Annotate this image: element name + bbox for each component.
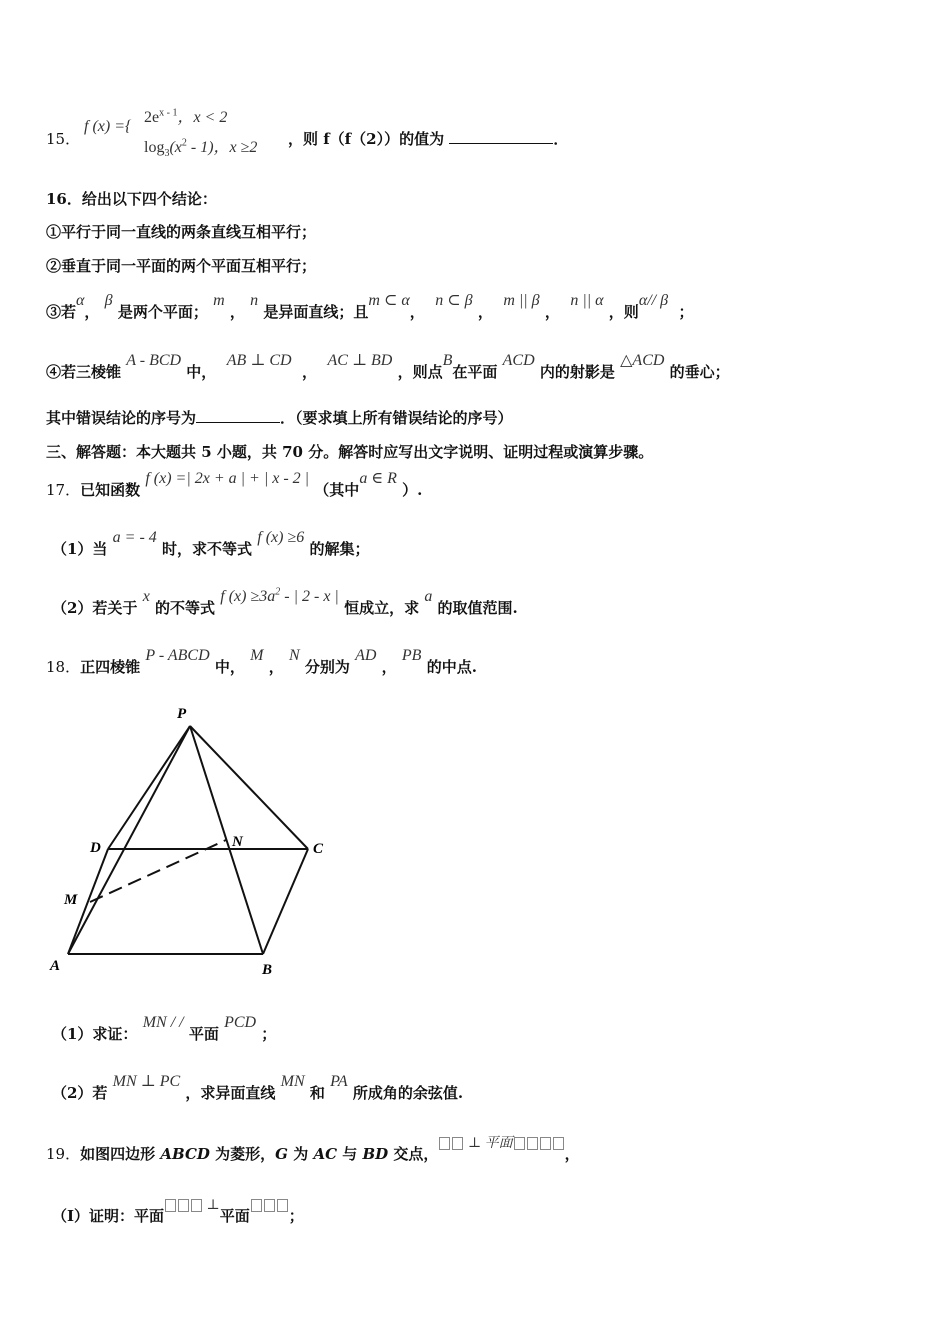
label-A: A (50, 958, 61, 974)
pyramid-figure (40, 698, 340, 988)
q17-stem: 17．已知函数 f (x) =| 2x + a | + | x - 2 | （其中a ∈ R ）. (46, 470, 423, 499)
q15-number: 15． (46, 130, 81, 148)
q19-stem: 19．如图四边形 ABCD 为菱形，G 为 AC 与 BD 交点， ⊥ 平面， (46, 1136, 580, 1163)
q17-part-2: （2）若关于 x 的不等式 f $(x) \ge 3a^2$ - | 2 - x | 恒成立，求 a 的取值范围. (52, 586, 518, 617)
label-M: M (64, 892, 78, 908)
q15-case2: $\log_3(x^2 - 1)$，x ≥2 (144, 137, 258, 160)
q15-question: ，则 f（f（2））的值为 ． (288, 130, 569, 148)
q15-fx: f (x) ={ (84, 118, 132, 135)
q17-part-1: （1）当 a = - 4 时，求不等式 f (x) ≥6 的解集； (52, 529, 370, 558)
q16-conclusion-3: ③若α， β 是两个平面； m ， n 是异面直线；且m ⊂ α， n ⊂ β ， m || β ， n || α ，则α// β ； (46, 292, 694, 321)
q16-question: 其中错误结论的序号为 ．（要求填上所有错误结论的序号） (46, 409, 513, 427)
label-C: C (313, 841, 324, 857)
q16-conclusion-1: ①平行于同一直线的两条直线互相平行； (46, 223, 317, 241)
edge-PC (190, 726, 308, 849)
q19-part-1: （I）证明：平面 ⊥平面 ； (52, 1198, 304, 1225)
q18-stem: 18．正四棱锥 P - ABCD 中， M ， N 分别为 AD ， PB 的中点. (46, 647, 477, 676)
q15-answer-blank[interactable] (449, 129, 553, 144)
q15-case1: $2e^{x - 1}$，x < 2 (144, 107, 228, 126)
q16-conclusion-2: ②垂直于同一平面的两个平面互相平行； (46, 257, 317, 275)
edge-PD (108, 726, 190, 849)
label-P: P (177, 706, 187, 722)
edge-BC (263, 849, 308, 954)
q18-part-1: （1）求证： MN / / 平面 PCD ； (52, 1014, 277, 1043)
edge-PA (68, 726, 190, 954)
q16-title: 16．给出以下四个结论： (46, 190, 217, 208)
q18-part-2: （2）若 MN ⊥ PC ，求异面直线 MN 和 PA 所成角的余弦值. (52, 1073, 464, 1102)
label-D: D (90, 840, 101, 856)
q16-conclusion-4: ④若三棱锥 A - BCD 中， AB ⊥ CD ， AC ⊥ BD ，则点B在平面 ACD 内的射影是 △ACD 的垂心； (46, 352, 730, 381)
label-B: B (262, 962, 273, 978)
label-N: N (232, 834, 243, 850)
q16-answer-blank[interactable] (196, 408, 280, 423)
section-3-heading: 三、解答题：本大题共 5 小题，共 70 分。解答时应写出文字说明、证明过程或演算步骤。 (46, 443, 654, 461)
edge-PB (190, 726, 263, 954)
